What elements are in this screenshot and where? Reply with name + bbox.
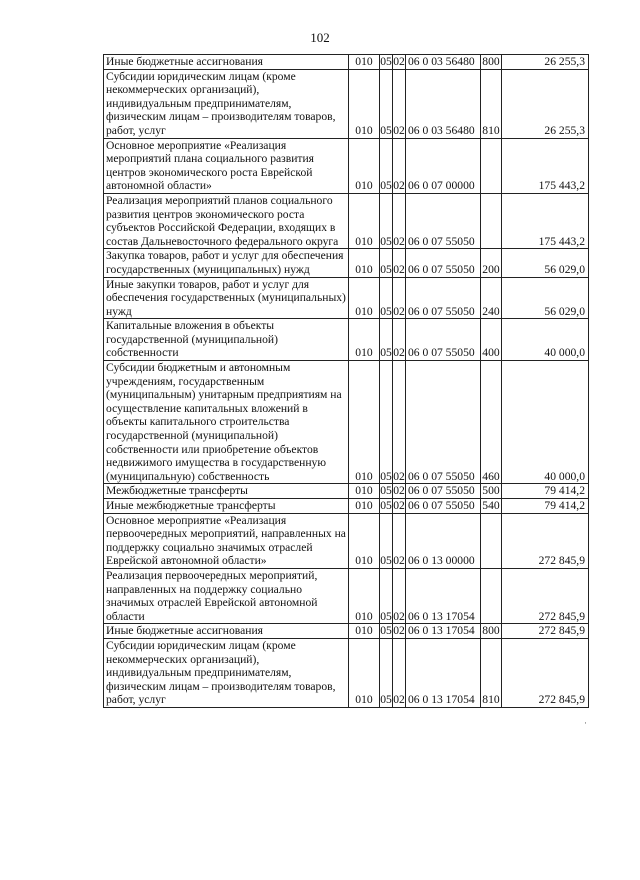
- table-row: [104, 249, 589, 277]
- row-ministry-code-cell: 010: [349, 319, 380, 361]
- row-expense-type-cell: 800: [482, 624, 500, 638]
- row-name-cell: Иные закупки товаров, работ и услуг для обеспечения государственных (муниципальных) нужд: [104, 277, 349, 319]
- row-section-code-cell: 05: [380, 249, 393, 277]
- row-section-code-cell: 05: [380, 193, 393, 248]
- row-target-code-cell: 06 0 07 00000: [406, 138, 481, 193]
- row-ministry-code-cell: 010: [349, 193, 380, 248]
- row-target-code-cell: 06 0 07 55050: [406, 277, 481, 319]
- row-name-cell: Закупка товаров, работ и услуг для обеспечения государственных (муниципальных) нужд: [104, 249, 349, 277]
- row-name-cell: Субсидии бюджетным и автономным учреждениям, государственным (муниципальным) унитарным предприятиям на осуществление капитальных вложений в объекты капитального строительства государственной (муниципальной) собственности или приобретение объектов недвижимого имущества в государственную (муниципальную) собственность: [104, 361, 349, 484]
- row-amount-cell: 175 443,2: [502, 138, 589, 193]
- table-row: [104, 568, 589, 623]
- row-name-cell: Иные бюджетные ассигнования: [104, 55, 349, 70]
- row-ministry-code-cell: 010: [349, 277, 380, 319]
- row-section-code-cell: 05: [380, 513, 393, 568]
- row-expense-type-cell: [481, 568, 502, 623]
- row-ministry-code-cell: 010: [349, 138, 380, 193]
- row-amount-cell: 26 255,3: [502, 55, 589, 70]
- row-target-code-cell: 06 0 07 55050: [406, 484, 481, 499]
- row-subsection-code-cell: 02: [393, 568, 406, 623]
- row-name-cell: Основное мероприятие «Реализация первоочередных мероприятий, направленных на поддержку социально значимых отраслей Еврейской автономной области»: [104, 513, 349, 568]
- budget-table: [103, 54, 589, 708]
- row-section-code-cell: 05: [380, 55, 392, 68]
- row-amount-cell: 56 029,0: [502, 249, 589, 277]
- table-row: [104, 55, 589, 70]
- row-amount-cell: 79 414,2: [502, 499, 589, 514]
- row-name-cell: Субсидии юридическим лицам (кроме некоммерческих организаций), индивидуальным предпринимателям, физическим лицам – производителям товаров, работ, услуг: [104, 69, 349, 138]
- row-subsection-code-cell: 02: [393, 499, 405, 512]
- page-number: 102: [310, 30, 330, 45]
- row-target-code-cell: 06 0 07 55050: [406, 249, 481, 277]
- row-subsection-code-cell: 02: [393, 361, 406, 484]
- row-ministry-code-cell: 010: [349, 568, 380, 623]
- row-subsection-code-cell: 02: [393, 319, 406, 361]
- table-row: [104, 624, 589, 639]
- row-amount-cell: 56 029,0: [502, 277, 589, 319]
- row-ministry-code-cell: 010: [349, 484, 380, 499]
- row-ministry-code-cell: 010: [349, 55, 380, 70]
- row-target-code-cell: 06 0 03 56480: [406, 69, 481, 138]
- row-amount-cell: 272 845,9: [502, 513, 589, 568]
- row-ministry-code-cell: 010: [349, 513, 380, 568]
- row-name-cell: Основное мероприятие «Реализация мероприятий плана социального развития центров экономического роста Еврейской автономной области»: [104, 138, 349, 193]
- row-target-code-cell: 06 0 07 55050: [406, 499, 481, 514]
- row-expense-type-cell: [481, 138, 502, 193]
- row-name-cell: Субсидии юридическим лицам (кроме некоммерческих организаций), индивидуальным предпринимателям, физическим лицам – производителям товаров, работ, услуг: [104, 638, 349, 707]
- row-subsection-code-cell: 02: [393, 513, 406, 568]
- row-ministry-code-cell: 010: [349, 499, 380, 514]
- row-subsection-code-cell: 02: [393, 55, 405, 68]
- row-target-code-cell: 06 0 07 55050: [406, 193, 481, 248]
- row-expense-type-cell: 400: [481, 319, 502, 361]
- row-section-code-cell: 05: [380, 499, 392, 512]
- row-amount-cell: 272 845,9: [502, 568, 589, 623]
- table-row: [104, 138, 589, 193]
- row-section-code-cell: 05: [380, 138, 393, 193]
- row-ministry-code-cell: 010: [349, 249, 380, 277]
- row-expense-type-cell: 810: [481, 638, 502, 707]
- row-section-code-cell: 05: [380, 277, 393, 319]
- row-expense-type-cell: 540: [482, 499, 500, 512]
- row-subsection-code-cell: 02: [393, 193, 406, 248]
- table-row: [104, 319, 589, 361]
- row-subsection-code-cell: 02: [393, 624, 405, 638]
- row-amount-cell: 26 255,3: [502, 69, 589, 138]
- row-amount-cell: 272 845,9: [502, 624, 589, 639]
- row-target-code-cell: 06 0 03 56480: [406, 55, 481, 70]
- row-subsection-code-cell: 02: [393, 484, 405, 498]
- row-amount-cell: 79 414,2: [502, 484, 589, 499]
- row-ministry-code-cell: 010: [349, 69, 380, 138]
- row-section-code-cell: 05: [380, 69, 393, 138]
- row-target-code-cell: 06 0 13 00000: [406, 513, 481, 568]
- row-ministry-code-cell: 010: [349, 624, 380, 639]
- row-amount-cell: 272 845,9: [502, 638, 589, 707]
- row-subsection-code-cell: 02: [393, 277, 406, 319]
- row-subsection-code-cell: 02: [393, 249, 406, 277]
- row-target-code-cell: 06 0 07 55050: [406, 361, 481, 484]
- row-expense-type-cell: 240: [481, 277, 502, 319]
- table-row: [104, 277, 589, 319]
- row-section-code-cell: 05: [380, 484, 392, 498]
- table-row: [104, 638, 589, 707]
- table-row: [104, 193, 589, 248]
- row-amount-cell: 175 443,2: [502, 193, 589, 248]
- row-section-code-cell: 05: [380, 638, 393, 707]
- row-name-cell: Реализация мероприятий планов социального развития центров экономического роста субъектов Российской Федерации, входящих в состав Дальневосточного федерального округа: [104, 193, 349, 248]
- row-target-code-cell: 06 0 07 55050: [406, 319, 481, 361]
- row-subsection-code-cell: 02: [393, 638, 406, 707]
- table-row: [104, 513, 589, 568]
- row-name-cell: Реализация первоочередных мероприятий, направленных на поддержку социально значимых отраслей Еврейской автономной области: [104, 568, 349, 623]
- row-expense-type-cell: 800: [482, 55, 500, 68]
- row-expense-type-cell: 460: [481, 361, 502, 484]
- row-section-code-cell: 05: [380, 568, 393, 623]
- row-name-cell: Иные межбюджетные трансферты: [104, 499, 349, 514]
- row-name-cell: Межбюджетные трансферты: [104, 484, 349, 499]
- row-expense-type-cell: 200: [481, 249, 502, 277]
- row-expense-type-cell: [481, 513, 502, 568]
- table-row: [104, 484, 589, 499]
- row-section-code-cell: 05: [380, 361, 393, 484]
- row-ministry-code-cell: 010: [349, 638, 380, 707]
- row-expense-type-cell: [481, 193, 502, 248]
- row-section-code-cell: 05: [380, 319, 393, 361]
- row-amount-cell: 40 000,0: [502, 361, 589, 484]
- table-row: [104, 361, 589, 484]
- row-target-code-cell: 06 0 13 17054: [406, 624, 481, 639]
- row-ministry-code-cell: 010: [349, 361, 380, 484]
- row-target-code-cell: 06 0 13 17054: [406, 568, 481, 623]
- budget-table-body: [104, 55, 589, 708]
- row-name-cell: Иные бюджетные ассигнования: [104, 624, 349, 639]
- row-subsection-code-cell: 02: [393, 69, 406, 138]
- row-amount-cell: 40 000,0: [502, 319, 589, 361]
- row-subsection-code-cell: 02: [393, 138, 406, 193]
- stray-mark: ·: [584, 718, 587, 728]
- row-expense-type-cell: 500: [482, 484, 500, 498]
- table-row: [104, 69, 589, 138]
- row-expense-type-cell: 810: [481, 69, 502, 138]
- row-name-cell: Капитальные вложения в объекты государственной (муниципальной) собственности: [104, 319, 349, 361]
- row-section-code-cell: 05: [380, 624, 392, 638]
- row-target-code-cell: 06 0 13 17054: [406, 638, 481, 707]
- table-row: [104, 499, 589, 514]
